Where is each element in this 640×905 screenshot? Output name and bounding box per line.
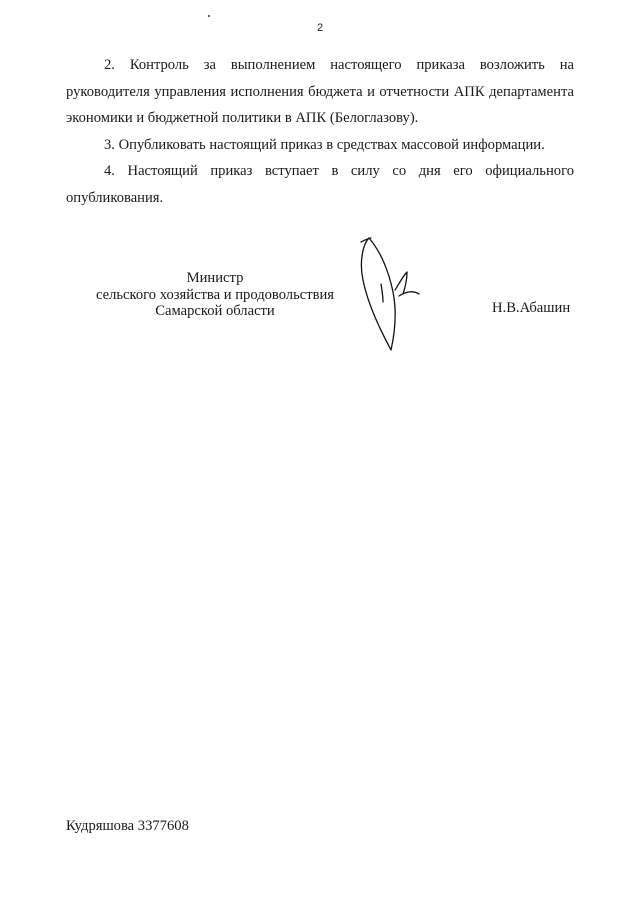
paragraph-publish: 3. Опубликовать настоящий приказ в средствах массовой информации. (104, 136, 545, 153)
signatory-title-line-2: сельского хозяйства и продовольствия (95, 286, 335, 303)
paragraph-effective: 4. Настоящий приказ вступает в силу со дня его официального опубликования. (66, 163, 574, 206)
signatory-title (60, 270, 370, 320)
handwritten-signature (355, 232, 425, 357)
paragraph-control: 2. Контроль за выполнением настоящего приказа возложить на руководителя управления исполнения бюджета и отчетности АПК департамента экономики и бюджетной политики в АПК (Белоглазову). (66, 57, 574, 126)
page-number: 2 (316, 22, 324, 34)
scan-speck (208, 15, 210, 17)
executor-contact: Кудряшова 3377608 (66, 818, 189, 834)
signatory-name: Н.В.Абашин (492, 300, 571, 316)
document-body (66, 52, 574, 211)
signatory-title-line-1: Министр (186, 270, 244, 286)
signatory-title-line-3: Самарской области (155, 303, 275, 319)
